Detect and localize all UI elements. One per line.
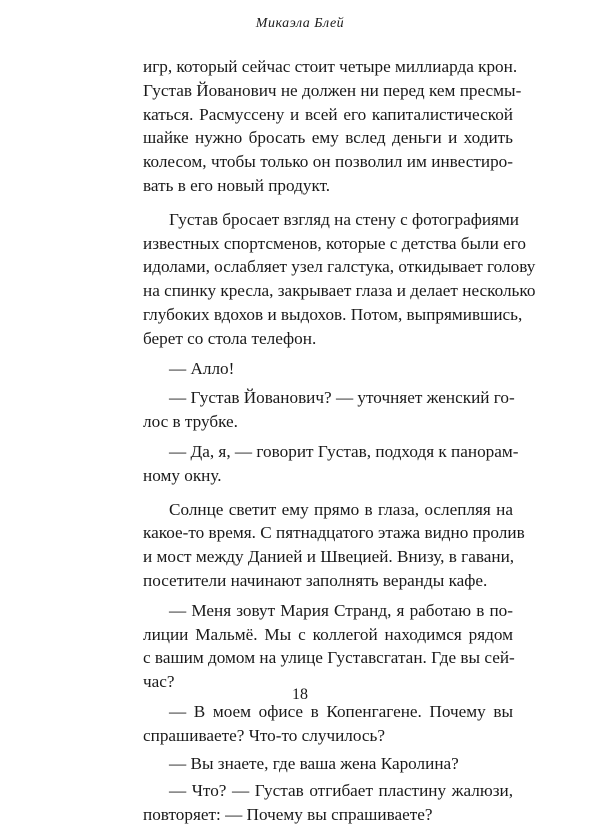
text-line: берет со стола телефон.	[143, 328, 317, 348]
text-line: спрашиваете? Что-то случилось?	[143, 725, 385, 745]
text-line: и мост между Данией и Швецией. Внизу, в гавани,	[143, 547, 515, 567]
text-line: шайке нужно бросать ему вслед деньги и ходить	[143, 128, 513, 148]
text-line: Густав Йованович не должен ни перед кем пресмы-	[143, 80, 522, 100]
text-line: час?	[143, 672, 175, 692]
paragraph	[143, 779, 513, 827]
text-line: Густав бросает взгляд на стену с фотографиями	[169, 209, 520, 229]
text-line: лиции Мальмё. Мы с коллегой находимся рядом	[143, 624, 513, 644]
text-line: — Да, я, — говорит Густав, подходя к панорам-	[169, 441, 519, 461]
text-line: повторяет: — Почему вы спрашиваете?	[143, 805, 433, 825]
text-line: с вашим домом на улице Густавсгатан. Где вы сей-	[143, 648, 515, 668]
paragraph	[143, 386, 513, 434]
paragraph	[143, 357, 513, 381]
text-line: известных спортсменов, которые с детства были его	[143, 233, 526, 253]
text-line: — Меня зовут Мария Странд, я работаю в по-	[169, 600, 513, 620]
text-line: каться. Расмуссену и всей его капиталистической	[143, 104, 513, 124]
text-line: — Густав Йованович? — уточняет женский го-	[169, 388, 515, 408]
paragraph	[143, 440, 519, 488]
page-number: 18	[292, 686, 308, 703]
text-line: лос в трубке.	[143, 412, 238, 432]
paragraph	[143, 599, 513, 694]
paragraph	[143, 208, 536, 351]
text-line: — В моем офисе в Копенгагене. Почему вы	[169, 701, 513, 721]
text-line: ному окну.	[143, 465, 222, 485]
text-line: колесом, чтобы только он позволил им инвестиро-	[143, 152, 513, 172]
text-line: Солнце светит ему прямо в глаза, ослепляя на	[169, 499, 513, 519]
text-line: — Что? — Густав отгибает пластину жалюзи,	[169, 781, 513, 801]
paragraph	[143, 498, 525, 593]
paragraph	[143, 55, 522, 198]
text-line: глубоких вдохов и выдохов. Потом, выпрямившись,	[143, 304, 523, 324]
text-line: какое-то время. С пятнадцатого этажа видно пролив	[143, 523, 525, 543]
text-line: вать в его новый продукт.	[143, 175, 331, 195]
paragraph	[143, 752, 513, 776]
running-head: Микаэла Блей	[255, 16, 345, 31]
body-text	[143, 55, 536, 827]
text-line: — Алло!	[169, 358, 235, 378]
text-line: посетители начинают заполнять веранды кафе.	[143, 570, 488, 590]
text-line: игр, который сейчас стоит четыре миллиарда крон.	[143, 57, 518, 76]
text-line: на спинку кресла, закрывает глаза и делает несколько	[143, 281, 536, 301]
paragraph	[143, 700, 513, 748]
text-line: идолами, ослабляет узел галстука, откидывает голову	[143, 257, 536, 277]
text-line: — Вы знаете, где ваша жена Каролина?	[169, 753, 459, 773]
